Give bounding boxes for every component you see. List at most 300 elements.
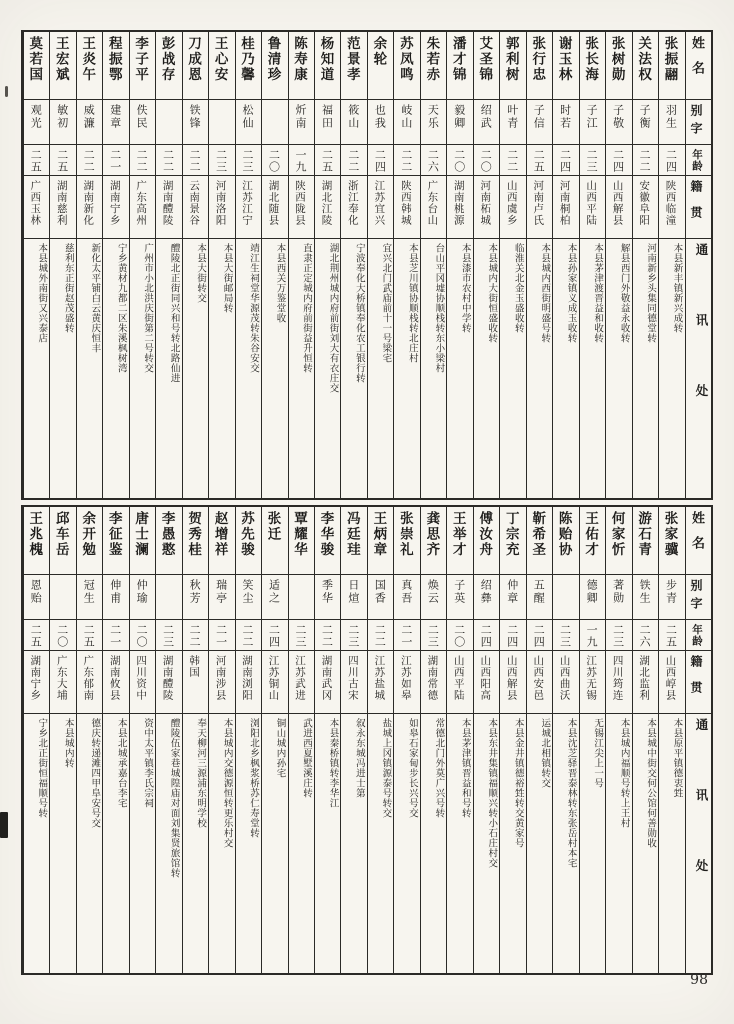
entry-native: 山西平陆: [446, 651, 472, 714]
entry-age: 二三: [605, 620, 631, 651]
entry-native: 河南洛阳: [208, 176, 234, 239]
person-column: [182, 507, 208, 973]
person-column: [49, 507, 75, 973]
entry-native: 山西平陆: [579, 176, 605, 239]
entry-name: 王心安: [208, 32, 234, 100]
header-column: [685, 32, 711, 498]
entry-zi: 真吾: [393, 575, 419, 620]
entry-name: 张长海: [579, 32, 605, 100]
entry-name: 王宏斌: [49, 32, 75, 100]
entry-age: 二四: [367, 145, 393, 176]
entry-age: 二〇: [446, 620, 472, 651]
entry-age: 二三: [155, 620, 181, 651]
entry-zi: 绍武: [473, 100, 499, 145]
entry-zi: 日煊: [340, 575, 366, 620]
entry-native: 云南景谷: [182, 176, 208, 239]
entry-addr: 铜山城内孙宅: [261, 714, 287, 973]
entry-native: 湖南慈利: [49, 176, 75, 239]
header-address-label: 通讯处: [685, 714, 711, 973]
entry-zi: 子敬: [605, 100, 631, 145]
person-column: [579, 507, 605, 973]
entry-age: 二二: [393, 145, 419, 176]
entry-name: 王兆槐: [23, 507, 49, 575]
entry-name: 张崇礼: [393, 507, 419, 575]
entry-addr: 本县大街转交: [182, 239, 208, 498]
entry-age: 二五: [76, 620, 102, 651]
person-column: [446, 32, 472, 498]
entry-name: 杨知道: [314, 32, 340, 100]
entry-native: 广东郁南: [76, 651, 102, 714]
entry-zi: 仲瑜: [129, 575, 155, 620]
entry-age: 二〇: [446, 145, 472, 176]
entry-zi: [261, 100, 287, 145]
entry-addr: 临淮关北金玉盛收转: [499, 239, 525, 498]
header-zi-label: 别字: [685, 575, 711, 620]
person-column: [208, 32, 234, 498]
entry-zi: 仲章: [499, 575, 525, 620]
entry-addr: 本县城内大街恒盛收转: [473, 239, 499, 498]
entry-name: 王炳章: [367, 507, 393, 575]
person-column: [76, 507, 102, 973]
entry-zi: 绍彝: [473, 575, 499, 620]
entry-age: 二二: [155, 145, 181, 176]
entry-addr: 宁乡北正街恒福顺号转: [23, 714, 49, 973]
header-column: [685, 507, 711, 973]
entry-age: 二〇: [261, 145, 287, 176]
entry-addr: 本县城中街交何公馆何善勋收: [632, 714, 658, 973]
entry-name: 余轮: [367, 32, 393, 100]
header-age-label: 年龄: [685, 145, 711, 176]
entry-zi: 笑尘: [235, 575, 261, 620]
entry-zi: 子衡: [632, 100, 658, 145]
entry-name: 王佑才: [579, 507, 605, 575]
entry-addr: 本县茅津镇晋益和号转: [446, 714, 472, 973]
header-native-label: 籍贯: [685, 651, 711, 714]
entry-addr: 常德北门外莫广兴号转: [420, 714, 446, 973]
entry-addr: 本县城内西街明盛号转: [526, 239, 552, 498]
header-name-label: 姓名: [685, 32, 711, 100]
person-column: [261, 507, 287, 973]
entry-addr: 运城北相镇转交: [526, 714, 552, 973]
entry-name: 靳希圣: [526, 507, 552, 575]
person-column: [367, 32, 393, 498]
entry-age: 二四: [499, 620, 525, 651]
entry-addr: 本县大街邮局转: [208, 239, 234, 498]
entry-native: 湖南浏阳: [235, 651, 261, 714]
entry-age: 二四: [605, 145, 631, 176]
person-column: [102, 32, 128, 498]
entry-addr: 靖江生祠堂华源茂转朱谷安交: [235, 239, 261, 498]
person-column: [658, 32, 684, 498]
person-column: [235, 507, 261, 973]
entry-native: 湖南攸县: [102, 651, 128, 714]
person-column: [526, 32, 552, 498]
entry-addr: 本县新丰镇新兴成转: [658, 239, 684, 498]
entry-name: 张振翮: [658, 32, 684, 100]
entry-addr: 本县秦桥镇转李华江: [314, 714, 340, 973]
entry-native: 山西阳高: [473, 651, 499, 714]
entry-zi: 松仙: [235, 100, 261, 145]
entry-name: 赵增祥: [208, 507, 234, 575]
person-column: [605, 507, 631, 973]
person-column: [155, 507, 181, 973]
entry-native: 河南柘城: [473, 176, 499, 239]
entry-name: 陈寿康: [288, 32, 314, 100]
person-column: [473, 32, 499, 498]
entry-zi: [208, 100, 234, 145]
entry-zi: 子江: [579, 100, 605, 145]
entry-zi: 伸甫: [102, 575, 128, 620]
entry-addr: 广州市小北洪庆街第二号转交: [129, 239, 155, 498]
entry-zi: 铁生: [632, 575, 658, 620]
entry-addr: 浏阳北乡枫浆桥苏仁寿堂转: [235, 714, 261, 973]
entry-age: 二四: [261, 620, 287, 651]
person-column: [632, 507, 658, 973]
entry-zi: [552, 575, 578, 620]
entry-native: 江苏宜兴: [367, 176, 393, 239]
entry-zi: 五醒: [526, 575, 552, 620]
entry-age: 二三: [340, 620, 366, 651]
entry-zi: 子信: [526, 100, 552, 145]
entry-age: 二五: [314, 145, 340, 176]
entry-zi: 焕云: [420, 575, 446, 620]
entry-zi: [49, 575, 75, 620]
person-column: [552, 507, 578, 973]
person-column: [499, 507, 525, 973]
entry-name: 龚思齐: [420, 507, 446, 575]
entry-native: 江苏如皋: [393, 651, 419, 714]
entry-zi: 也我: [367, 100, 393, 145]
entry-zi: 毅卿: [446, 100, 472, 145]
entry-native: 湖南醴陵: [155, 651, 181, 714]
entry-native: 广东台山: [420, 176, 446, 239]
person-column: [340, 32, 366, 498]
entry-name: 邱车岳: [49, 507, 75, 575]
entry-name: 刀成恩: [182, 32, 208, 100]
entry-name: 郭利树: [499, 32, 525, 100]
entry-addr: 资中太平镇李氏宗祠: [129, 714, 155, 973]
entry-age: 二〇: [49, 620, 75, 651]
person-column: [23, 32, 49, 498]
entry-native: 山西解县: [605, 176, 631, 239]
entry-zi: 叶青: [499, 100, 525, 145]
entry-native: 河南桐柏: [552, 176, 578, 239]
entry-age: 二一: [102, 620, 128, 651]
entry-zi: 观光: [23, 100, 49, 145]
entry-zi: 敏初: [49, 100, 75, 145]
entry-name: 李子平: [129, 32, 155, 100]
person-column: [473, 507, 499, 973]
entry-zi: 岐山: [393, 100, 419, 145]
entry-addr: 盐城上冈镇源泰号转交: [367, 714, 393, 973]
entry-zi: 筱山: [340, 100, 366, 145]
entry-zi: [155, 575, 181, 620]
entry-native: 韩国: [182, 651, 208, 714]
register-table-bottom: [21, 505, 713, 975]
entry-addr: 本县城内转: [49, 714, 75, 973]
person-column: [552, 32, 578, 498]
entry-native: 山西崞县: [658, 651, 684, 714]
entry-native: 安徽阜阳: [632, 176, 658, 239]
entry-age: 二二: [314, 620, 340, 651]
entry-native: 山西安邑: [526, 651, 552, 714]
entry-zi: 瑞亭: [208, 575, 234, 620]
entry-name: 余开勉: [76, 507, 102, 575]
entry-name: 莫若国: [23, 32, 49, 100]
person-column: [23, 507, 49, 973]
entry-addr: 如皋石家甸步长兴号交: [393, 714, 419, 973]
entry-native: 浙江奉化: [340, 176, 366, 239]
entry-name: 冯廷珪: [340, 507, 366, 575]
person-column: [367, 507, 393, 973]
entry-age: 二二: [182, 145, 208, 176]
person-column: [182, 32, 208, 498]
person-column: [314, 507, 340, 973]
entry-name: 关法权: [632, 32, 658, 100]
entry-native: 湖南常德: [420, 651, 446, 714]
person-column: [288, 32, 314, 498]
entry-zi: 国香: [367, 575, 393, 620]
entry-native: 广西玉林: [23, 176, 49, 239]
entry-name: 彭战存: [155, 32, 181, 100]
header-zi-label: 别字: [685, 100, 711, 145]
entry-addr: 醴陵伍家巷城隍庙对面刘集贤旅馆转: [155, 714, 181, 973]
entry-name: 王举才: [446, 507, 472, 575]
entry-zi: 恩贻: [23, 575, 49, 620]
entry-name: 鲁清珍: [261, 32, 287, 100]
entry-age: 二二: [367, 620, 393, 651]
entry-native: 湖南宁乡: [102, 176, 128, 239]
entry-age: 二五: [23, 620, 49, 651]
entry-name: 范景孝: [340, 32, 366, 100]
entry-addr: 叙永东城冯进士第: [340, 714, 366, 973]
entry-age: 二六: [420, 145, 446, 176]
entry-addr: 本县茅津渡晋益和收转: [579, 239, 605, 498]
entry-age: 二四: [473, 620, 499, 651]
entry-native: 四川古宋: [340, 651, 366, 714]
entry-zi: 天乐: [420, 100, 446, 145]
entry-addr: 德庆转递滩四甲阜安号交: [76, 714, 102, 973]
entry-name: 张行忠: [526, 32, 552, 100]
entry-native: 湖北随县: [261, 176, 287, 239]
entry-addr: 本县西关万鉴堂收: [261, 239, 287, 498]
entry-age: 二二: [499, 145, 525, 176]
entry-zi: [288, 575, 314, 620]
entry-age: 二〇: [129, 620, 155, 651]
entry-name: 桂乃馨: [235, 32, 261, 100]
entry-zi: 著勋: [605, 575, 631, 620]
person-column: [420, 507, 446, 973]
entry-addr: 本县城内交德源恒转更乐村交: [208, 714, 234, 973]
entry-age: 二一: [208, 620, 234, 651]
entry-addr: 本县漆市农村中学转: [446, 239, 472, 498]
entry-name: 王炎午: [76, 32, 102, 100]
entry-addr: 宁乡黄材九都二区朱溪枫树湾: [102, 239, 128, 498]
entry-addr: 本县城外南街又兴泰店: [23, 239, 49, 498]
entry-addr: 宁波奉化大桥镇奉化农工银行转: [340, 239, 366, 498]
person-column: [261, 32, 287, 498]
person-column: [129, 32, 155, 498]
entry-age: 二三: [420, 620, 446, 651]
entry-age: 二二: [340, 145, 366, 176]
person-column: [632, 32, 658, 498]
person-column: [208, 507, 234, 973]
entry-age: 二一: [393, 620, 419, 651]
entry-native: 山西虞乡: [499, 176, 525, 239]
entry-native: 山西解县: [499, 651, 525, 714]
entry-age: 二二: [632, 145, 658, 176]
entry-name: 陈贻协: [552, 507, 578, 575]
entry-native: 湖南新化: [76, 176, 102, 239]
person-column: [526, 507, 552, 973]
entry-addr: 直隶正定城内府前街益升恒转: [288, 239, 314, 498]
person-column: [288, 507, 314, 973]
entry-native: 广东高州: [129, 176, 155, 239]
entry-age: 一九: [579, 620, 605, 651]
entry-zi: 德卿: [579, 575, 605, 620]
entry-age: 二四: [658, 145, 684, 176]
entry-name: 程振鄂: [102, 32, 128, 100]
entry-addr: 奉天柳河三源浦东明学校: [182, 714, 208, 973]
entry-addr: 慈利东正街赵茂盛转: [49, 239, 75, 498]
entry-age: 二五: [23, 145, 49, 176]
person-column: [393, 507, 419, 973]
entry-addr: 解县西门外敬益永收转: [605, 239, 631, 498]
entry-age: 二二: [182, 620, 208, 651]
header-name-label: 姓名: [685, 507, 711, 575]
entry-name: 艾圣锦: [473, 32, 499, 100]
entry-native: 江苏江宁: [235, 176, 261, 239]
entry-native: 湖南宁乡: [23, 651, 49, 714]
entry-zi: 步青: [658, 575, 684, 620]
entry-name: 潘才锦: [446, 32, 472, 100]
entry-zi: 威濂: [76, 100, 102, 145]
entry-zi: [155, 100, 181, 145]
entry-zi: 季华: [314, 575, 340, 620]
entry-age: 二四: [526, 620, 552, 651]
entry-name: 张迁: [261, 507, 287, 575]
entry-native: 湖北江陵: [314, 176, 340, 239]
entry-addr: 武进西夏墅溪庄转: [288, 714, 314, 973]
entry-age: 二〇: [473, 145, 499, 176]
entry-addr: 湖北荆州城内府前街刘大有衣庄交: [314, 239, 340, 498]
entry-name: 唐士澜: [129, 507, 155, 575]
entry-age: 二三: [552, 620, 578, 651]
entry-native: 湖南武冈: [314, 651, 340, 714]
person-column: [314, 32, 340, 498]
entry-age: 二二: [129, 145, 155, 176]
entry-name: 傅汝舟: [473, 507, 499, 575]
header-native-label: 籍贯: [685, 176, 711, 239]
entry-native: 陕西韩城: [393, 176, 419, 239]
entry-addr: 本县金井镇德裕甡转交黄家号: [499, 714, 525, 973]
binding-mark: [5, 86, 8, 97]
entry-name: 李征鉴: [102, 507, 128, 575]
entry-addr: 本县原平镇德衷甡: [658, 714, 684, 973]
entry-native: 山西曲沃: [552, 651, 578, 714]
person-column: [579, 32, 605, 498]
entry-name: 何家忻: [605, 507, 631, 575]
entry-addr: 新化太平铺白云黄庆恒丰: [76, 239, 102, 498]
entry-name: 张树勋: [605, 32, 631, 100]
person-column: [235, 32, 261, 498]
entry-native: 广东大埔: [49, 651, 75, 714]
entry-zi: 子英: [446, 575, 472, 620]
entry-native: 湖南桃源: [446, 176, 472, 239]
entry-native: 陕西陇县: [288, 176, 314, 239]
entry-name: 朱若赤: [420, 32, 446, 100]
entry-addr: 河南新乡头集同德堂转: [632, 239, 658, 498]
entry-zi: 福田: [314, 100, 340, 145]
header-address-label: 通讯处: [685, 239, 711, 498]
entry-addr: 宜兴北门武庙前十一号梁宅: [367, 239, 393, 498]
entry-native: 四川筠连: [605, 651, 631, 714]
entry-age: 二三: [208, 145, 234, 176]
entry-native: 江苏武进: [288, 651, 314, 714]
entry-zi: 冠生: [76, 575, 102, 620]
entry-native: 江苏无锡: [579, 651, 605, 714]
entry-addr: 本县北城承嘉台李宅: [102, 714, 128, 973]
person-column: [499, 32, 525, 498]
entry-addr: 台山平冈墟协顺栈转东小梁村: [420, 239, 446, 498]
entry-native: 湖南醴陵: [155, 176, 181, 239]
person-column: [446, 507, 472, 973]
binding-mark: [0, 812, 8, 838]
entry-age: 二一: [102, 145, 128, 176]
entry-zi: 佚民: [129, 100, 155, 145]
person-column: [420, 32, 446, 498]
entry-age: 二四: [552, 145, 578, 176]
entry-zi: 时若: [552, 100, 578, 145]
person-column: [129, 507, 155, 973]
entry-age: 二五: [49, 145, 75, 176]
entry-addr: 本县沈芝驿晋泰林转东张岳村本宅: [552, 714, 578, 973]
entry-addr: 本县孙家镇义成玉收转: [552, 239, 578, 498]
entry-age: 二二: [76, 145, 102, 176]
entry-native: 江苏铜山: [261, 651, 287, 714]
entry-zi: 羽生: [658, 100, 684, 145]
entry-name: 谢玉林: [552, 32, 578, 100]
entry-addr: 本县芝川镇协顺栈转北庄村: [393, 239, 419, 498]
person-column: [49, 32, 75, 498]
person-column: [102, 507, 128, 973]
entry-name: 游石青: [632, 507, 658, 575]
entry-zi: 炘南: [288, 100, 314, 145]
header-age-label: 年龄: [685, 620, 711, 651]
entry-name: 苏先骏: [235, 507, 261, 575]
entry-name: 贺秀桂: [182, 507, 208, 575]
entry-native: 河南卢氏: [526, 176, 552, 239]
entry-age: 二三: [235, 145, 261, 176]
person-column: [605, 32, 631, 498]
entry-name: 李华骏: [314, 507, 340, 575]
person-column: [155, 32, 181, 498]
entry-age: 二五: [658, 620, 684, 651]
entry-age: 二五: [526, 145, 552, 176]
entry-age: 二三: [579, 145, 605, 176]
entry-addr: 醴陵北正街同兴和号转北路仙进: [155, 239, 181, 498]
entry-native: 河南涉县: [208, 651, 234, 714]
entry-addr: 本县东井集镇福顺兴转小石庄村交: [473, 714, 499, 973]
entry-native: 陕西临潼: [658, 176, 684, 239]
entry-native: 湖北监利: [632, 651, 658, 714]
entry-zi: 适之: [261, 575, 287, 620]
entry-native: 四川资中: [129, 651, 155, 714]
entry-age: 二三: [288, 620, 314, 651]
entry-age: 一九: [288, 145, 314, 176]
register-table-top: [21, 30, 713, 500]
entry-zi: 铁锋: [182, 100, 208, 145]
